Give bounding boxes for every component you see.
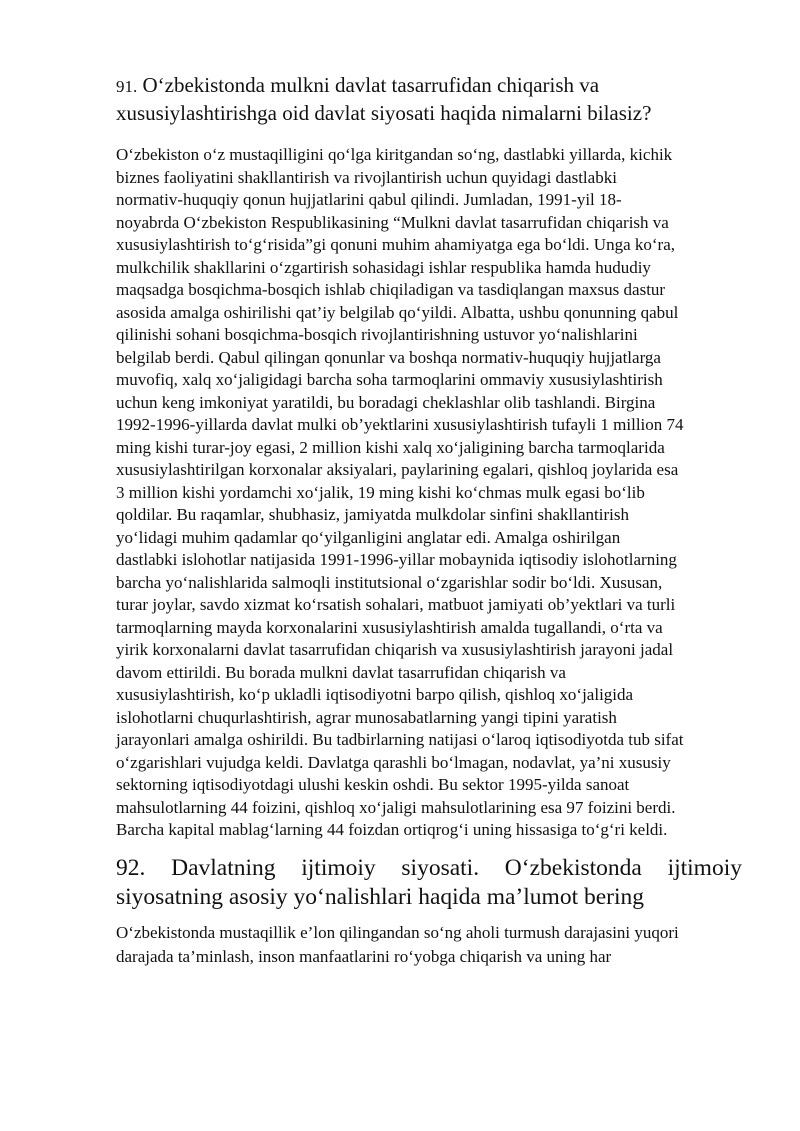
text-line: sektorning iqtisodiyotdagi ulushi keskin oshdi. Bu sektor 1995-yilda sanoat <box>116 775 630 794</box>
text-line: davom ettirildi. Bu borada mulkni davlat tasarrufidan chiqarish va <box>116 662 566 682</box>
text-line: biznes faoliyatini shakllantirish va rivojlantirish uchun quyidagi dastlabki <box>116 167 617 187</box>
text-line: xususiylashtirilgan korxonalar aksiyalari, paylarining egalari, qishloq joylarida esa <box>116 460 679 479</box>
text-line: 3 million kishi yordamchi xo‘jalik, 19 ming kishi ko‘chmas mulk egasi bo‘lib <box>116 482 645 502</box>
text-line: asosida amalga oshirilishi qat’iy belgilab qo‘yildi. Albatta, ushbu qonunning qabul <box>116 302 679 322</box>
text-line: O‘zbekiston o‘z mustaqilligini qo‘lga kiritgandan so‘ng, dastlabki yillarda, kichik <box>116 145 673 164</box>
text-line: qilinishi sohani bosqichma-bosqich rivojlantirishning ustuvor yo‘nalishlarini <box>116 325 638 344</box>
question-92-answer <box>116 921 742 969</box>
text-line: qoldilar. Bu raqamlar, shubhasiz, jamiyatda mulkdolar sinfini shakllantirish <box>116 505 629 524</box>
text-line: tarmoqlarning mayda korxonalarini xususiylashtirish amalda tugallandi, o‘rta va <box>116 617 663 637</box>
text-line: darajada ta’minlash, inson manfaatlarini ro‘yobga chiqarish va uning har <box>116 946 612 966</box>
text-line: mulkchilik shakllarini o‘zgartirish sohasidagi ishlar respublika hamda hududiy <box>116 257 651 277</box>
text-line: o‘zgarishlari vujudga keldi. Davlatga qarashli bo‘lmagan, nodavlat, ya’ni xususiy <box>116 752 671 772</box>
text-line: 1992-1996-yillarda davlat mulki ob’yektlarini xususiylashtirish tufayli 1 million 74 <box>116 415 684 434</box>
text-line: O‘zbekistonda mustaqillik e’lon qilingandan so‘ng aholi turmush darajasini yuqori <box>116 922 679 942</box>
question-91-answer <box>116 144 742 842</box>
question-91-heading <box>116 72 742 127</box>
text-line: noyabrda O‘zbekiston Respublikasining “Mulkni davlat tasarrufidan chiqarish va <box>116 212 669 232</box>
text-line: muvofiq, xalq xo‘jaligidagi barcha soha tarmoqlarini ommaviy xususiylashtirish <box>116 370 663 389</box>
text-line: dastlabki islohotlar natijasida 1991-1996-yillar mobaynida iqtisodiy islohotlarning <box>116 550 677 569</box>
text-line: mahsulotlarning 44 foizini, qishloq xo‘jaligi mahsulotlarining esa 97 foizini berdi. <box>116 797 676 817</box>
text-line: barcha yo‘nalishlarida salmoqli institutsional o‘zgarishlar sodir bo‘ldi. Xususan, <box>116 572 663 592</box>
text-line: maqsadga bosqichma-bosqich ishlab chiqiladigan va tasdiqlangan maxsus dastur <box>116 280 666 299</box>
text-line: xususiylashtirish to‘g‘risida”gi qonuni muhim ahamiyatga ega bo‘ldi. Unga ko‘ra, <box>116 235 675 254</box>
text-line: ming kishi turar-joy egasi, 2 million kishi xalq xo‘jaligining barcha tarmoqlarida <box>116 437 665 457</box>
text-line: belgilab berdi. Qabul qilingan qonunlar va boshqa normativ-huquqiy hujjatlarga <box>116 347 661 367</box>
text-line: turar joylar, savdo xizmat ko‘rsatish sohalari, matbuot jamiyati ob’yektlari va turli <box>116 595 676 614</box>
question-92-heading: 92. Davlatning ijtimoiy siyosati. O‘zbekistonda ijtimoiy siyosatning asosiy yo‘nalishlari haqida ma’lumot bering <box>116 854 742 910</box>
document-page <box>116 72 742 969</box>
text-line: jarayonlari amalga oshirildi. Bu tadbirlarning natijasi o‘laroq iqtisodiyotda tub sifat <box>116 730 684 749</box>
text-line: yo‘lidagi muhim qadamlar qo‘yilganligini anglatar edi. Amalga oshirilgan <box>116 527 621 547</box>
text-line: yirik korxonalarni davlat tasarrufidan chiqarish va xususiylashtirish jarayoni jadal <box>116 640 674 659</box>
text-line: normativ-huquqiy qonun hujjatlarini qabul qilindi. Jumladan, 1991-yil 18- <box>116 190 622 209</box>
question-91-number: 91. <box>116 77 138 96</box>
text-line: xususiylashtirish, ko‘p ukladli iqtisodiyotni barpo qilish, qishloq xo‘jaligida <box>116 685 634 704</box>
text-line: Barcha kapital mablag‘larning 44 foizdan ortiqrog‘i uning hissasiga to‘g‘ri keldi. <box>116 820 668 839</box>
question-91-title: O‘zbekistonda mulkni davlat tasarrufidan chiqarish va xususiylashtirishga oid davlat siyosati haqida nimalarni bilasiz? <box>116 73 652 125</box>
text-line: islohotlarni chuqurlashtirish, agrar munosabatlarning yangi tipini yaratish <box>116 707 617 727</box>
text-line: uchun keng imkoniyat yaratildi, bu boradagi cheklashlar olib tashlandi. Birgina <box>116 392 656 412</box>
